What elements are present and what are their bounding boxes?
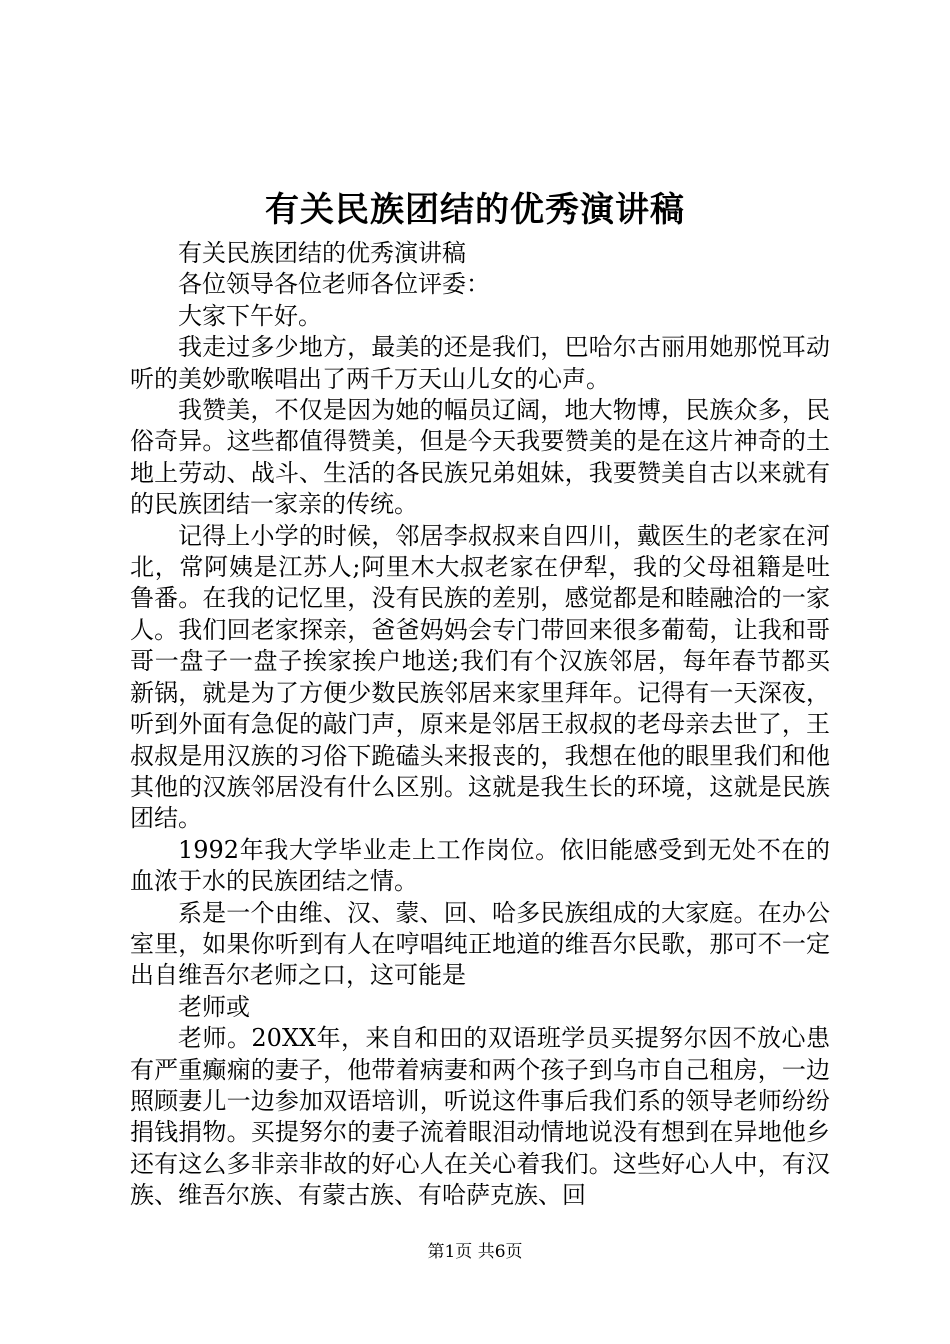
paragraph: 系是一个由维、汉、蒙、回、哈多民族组成的大家庭。在办公室里，如果你听到有人在哼唱纯正地道的维吾尔民歌，那可不一定出自维吾尔老师之口，这可能是 <box>130 898 830 990</box>
paragraph: 我走过多少地方，最美的还是我们，巴哈尔古丽用她那悦耳动听的美妙歌喉唱出了两千万天山儿女的心声。 <box>130 333 830 393</box>
paragraph: 记得上小学的时候，邻居李叔叔来自四川，戴医生的老家在河北，常阿姨是江苏人;阿里木大叔老家在伊犁，我的父母祖籍是吐鲁番。在我的记忆里，没有民族的差别，感觉都是和睦融洽的一家人。我们回老家探亲，爸爸妈妈会专门带回来很多葡萄，让我和哥哥一盘子一盘子挨家挨户地送;我们有个汉族邻居，每年春节都买新锅，就是为了方便少数民族邻居来家里拜年。记得有一天深夜，听到外面有急促的敲门声，原来是邻居王叔叔的老母亲去世了，王叔叔是用汉族的习俗下跪磕头来报丧的，我想在他的眼里我们和他其他的汉族邻居没有什么区别。这就是我生长的环境，这就是民族团结。 <box>130 521 830 833</box>
paragraph: 我赞美，不仅是因为她的幅员辽阔，地大物博，民族众多，民俗奇异。这些都值得赞美，但是今天我要赞美的是在这片神奇的土地上劳动、战斗、生活的各民族兄弟姐妹，我要赞美自古以来就有的民族团结一家亲的传统。 <box>130 396 830 519</box>
paragraph: 老师或 <box>178 992 250 1021</box>
document-title: 有关民族团结的优秀演讲稿 <box>265 190 685 230</box>
paragraph-heading-repeat: 有关民族团结的优秀演讲稿 <box>178 239 466 267</box>
document-body <box>130 238 830 1212</box>
paragraph: 老师。20XX年，来自和田的双语班学员买提努尔因不放心患有严重癫痫的妻子，他带着病妻和两个孩子到乌市自己租房，一边照顾妻儿一边参加双语培训，听说这件事后我们系的领导老师纷纷捐钱捐物。买提努尔的妻子流着眼泪动情地说没有想到在异地他乡还有这么多非亲非故的好心人在关心着我们。这些好心人中，有汉族、维吾尔族、有蒙古族、有哈萨克族、回 <box>130 1024 830 1210</box>
paragraph-greeting: 大家下午好。 <box>178 301 322 330</box>
page-footer: 第1页 共6页 <box>427 1242 523 1262</box>
paragraph: 1992年我大学毕业走上工作岗位。依旧能感受到无处不在的血浓于水的民族团结之情。 <box>130 835 830 896</box>
paragraph-salutation: 各位领导各位老师各位评委： <box>178 270 490 299</box>
